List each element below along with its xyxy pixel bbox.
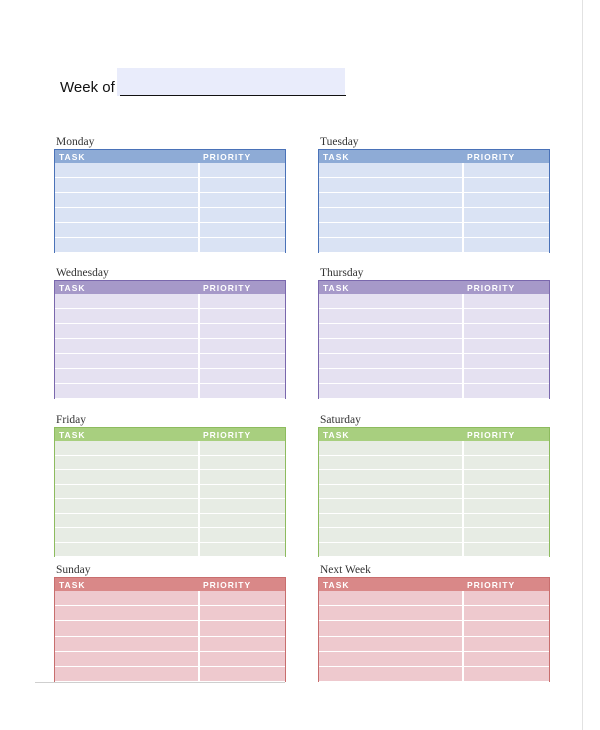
table-header xyxy=(55,149,285,163)
column-divider xyxy=(462,384,464,398)
column-divider xyxy=(462,238,464,252)
bottom-rule xyxy=(35,682,285,683)
column-divider xyxy=(198,528,200,542)
column-divider xyxy=(198,369,200,383)
table-row[interactable] xyxy=(55,514,285,529)
sunday-table xyxy=(54,577,286,682)
day-label-sunday: Sunday xyxy=(56,564,91,576)
table-row[interactable] xyxy=(55,208,285,223)
column-divider xyxy=(198,238,200,252)
column-divider xyxy=(198,163,200,177)
table-row[interactable] xyxy=(319,514,549,529)
column-header-task: TASK xyxy=(323,152,350,162)
table-header xyxy=(55,427,285,441)
table-header xyxy=(55,280,285,294)
column-divider xyxy=(198,456,200,470)
table-row[interactable] xyxy=(319,339,549,354)
column-divider xyxy=(462,621,464,635)
column-header-task: TASK xyxy=(59,580,86,590)
day-label-saturday: Saturday xyxy=(320,414,361,426)
table-row[interactable] xyxy=(319,456,549,471)
column-divider xyxy=(462,208,464,222)
table-row[interactable] xyxy=(319,178,549,193)
table-row[interactable] xyxy=(319,294,549,309)
table-row[interactable] xyxy=(55,441,285,456)
table-row[interactable] xyxy=(319,369,549,384)
column-header-task: TASK xyxy=(323,580,350,590)
column-header-priority: PRIORITY xyxy=(203,430,252,440)
column-divider xyxy=(462,499,464,513)
day-label-wednesday: Wednesday xyxy=(56,267,109,279)
table-row[interactable] xyxy=(55,637,285,652)
table-row[interactable] xyxy=(55,456,285,471)
table-row[interactable] xyxy=(319,606,549,621)
table-row[interactable] xyxy=(55,163,285,178)
wednesday-block xyxy=(54,267,286,405)
week-of-underline xyxy=(120,95,346,96)
friday-block xyxy=(54,414,286,552)
day-label-monday: Monday xyxy=(56,136,95,148)
column-divider xyxy=(198,178,200,192)
table-row[interactable] xyxy=(55,339,285,354)
table-rows[interactable] xyxy=(55,294,285,399)
table-row[interactable] xyxy=(319,591,549,606)
monday-table xyxy=(54,149,286,253)
table-row[interactable] xyxy=(55,485,285,500)
table-rows[interactable] xyxy=(55,441,285,557)
week-of-input-field[interactable] xyxy=(117,68,345,96)
column-divider xyxy=(198,384,200,398)
column-divider xyxy=(198,543,200,557)
column-header-priority: PRIORITY xyxy=(467,580,516,590)
column-divider xyxy=(462,163,464,177)
week-of-label: Week of xyxy=(60,79,115,96)
column-header-task: TASK xyxy=(59,152,86,162)
table-row[interactable] xyxy=(55,591,285,606)
table-row[interactable] xyxy=(319,667,549,682)
column-divider xyxy=(462,294,464,308)
table-row[interactable] xyxy=(55,354,285,369)
column-header-priority: PRIORITY xyxy=(203,283,252,293)
column-divider xyxy=(198,485,200,499)
column-divider xyxy=(462,591,464,605)
column-divider xyxy=(462,441,464,455)
table-row[interactable] xyxy=(55,606,285,621)
column-header-task: TASK xyxy=(323,283,350,293)
table-row[interactable] xyxy=(55,499,285,514)
column-header-priority: PRIORITY xyxy=(203,152,252,162)
table-row[interactable] xyxy=(55,238,285,253)
table-row[interactable] xyxy=(55,543,285,558)
saturday-table xyxy=(318,427,550,557)
column-divider xyxy=(462,223,464,237)
monday-block xyxy=(54,136,286,258)
next-week-block xyxy=(318,564,550,684)
day-label-next-week: Next Week xyxy=(320,564,371,576)
day-label-friday: Friday xyxy=(56,414,87,426)
column-divider xyxy=(198,652,200,666)
column-divider xyxy=(198,309,200,323)
column-divider xyxy=(462,637,464,651)
table-header xyxy=(319,149,549,163)
table-row[interactable] xyxy=(319,354,549,369)
table-row[interactable] xyxy=(55,470,285,485)
column-divider xyxy=(198,591,200,605)
tuesday-block xyxy=(318,136,550,258)
column-divider xyxy=(462,354,464,368)
table-rows[interactable] xyxy=(55,163,285,253)
column-divider xyxy=(462,369,464,383)
table-row[interactable] xyxy=(55,309,285,324)
column-divider xyxy=(198,621,200,635)
table-row[interactable] xyxy=(55,667,285,682)
column-divider xyxy=(462,456,464,470)
next-week-table xyxy=(318,577,550,682)
column-divider xyxy=(462,470,464,484)
table-row[interactable] xyxy=(55,384,285,399)
table-row[interactable] xyxy=(55,621,285,636)
table-row[interactable] xyxy=(319,384,549,399)
column-divider xyxy=(198,637,200,651)
table-header xyxy=(55,577,285,591)
column-divider xyxy=(462,485,464,499)
table-row[interactable] xyxy=(319,441,549,456)
table-row[interactable] xyxy=(319,637,549,652)
table-row[interactable] xyxy=(319,485,549,500)
table-row[interactable] xyxy=(319,223,549,238)
column-divider xyxy=(198,294,200,308)
table-row[interactable] xyxy=(319,238,549,253)
column-divider xyxy=(462,606,464,620)
column-divider xyxy=(198,354,200,368)
column-divider xyxy=(462,543,464,557)
table-row[interactable] xyxy=(319,528,549,543)
column-divider xyxy=(198,193,200,207)
table-row[interactable] xyxy=(55,223,285,238)
day-label-tuesday: Tuesday xyxy=(320,136,359,148)
day-label-thursday: Thursday xyxy=(320,267,364,279)
column-divider xyxy=(462,667,464,681)
column-divider xyxy=(462,309,464,323)
column-header-priority: PRIORITY xyxy=(467,283,516,293)
table-rows[interactable] xyxy=(319,163,549,253)
saturday-block xyxy=(318,414,550,552)
friday-table xyxy=(54,427,286,557)
column-header-task: TASK xyxy=(59,283,86,293)
column-divider xyxy=(198,223,200,237)
table-row[interactable] xyxy=(319,324,549,339)
column-header-task: TASK xyxy=(59,430,86,440)
table-rows[interactable] xyxy=(319,294,549,399)
table-rows[interactable] xyxy=(319,441,549,557)
table-row[interactable] xyxy=(319,470,549,485)
table-row[interactable] xyxy=(319,208,549,223)
column-header-priority: PRIORITY xyxy=(467,152,516,162)
column-divider xyxy=(462,652,464,666)
column-header-priority: PRIORITY xyxy=(203,580,252,590)
column-divider xyxy=(198,441,200,455)
table-header xyxy=(319,427,549,441)
column-divider xyxy=(198,606,200,620)
column-divider xyxy=(198,470,200,484)
table-row[interactable] xyxy=(319,309,549,324)
table-row[interactable] xyxy=(55,178,285,193)
table-row[interactable] xyxy=(55,369,285,384)
table-row[interactable] xyxy=(55,324,285,339)
sunday-block xyxy=(54,564,286,684)
tuesday-table xyxy=(318,149,550,253)
column-divider xyxy=(462,339,464,353)
table-row[interactable] xyxy=(55,193,285,208)
column-divider xyxy=(462,528,464,542)
table-rows[interactable] xyxy=(319,591,549,682)
column-divider xyxy=(462,178,464,192)
column-divider xyxy=(198,324,200,338)
table-row[interactable] xyxy=(319,621,549,636)
column-divider xyxy=(462,324,464,338)
table-row[interactable] xyxy=(55,294,285,309)
table-row[interactable] xyxy=(319,543,549,558)
thursday-table xyxy=(318,280,550,399)
column-divider xyxy=(198,499,200,513)
column-header-priority: PRIORITY xyxy=(467,430,516,440)
column-divider xyxy=(462,514,464,528)
table-row[interactable] xyxy=(55,528,285,543)
column-divider xyxy=(198,514,200,528)
table-header xyxy=(319,577,549,591)
column-divider xyxy=(198,339,200,353)
table-header xyxy=(319,280,549,294)
table-row[interactable] xyxy=(319,499,549,514)
table-row[interactable] xyxy=(319,163,549,178)
table-rows[interactable] xyxy=(55,591,285,682)
wednesday-table xyxy=(54,280,286,399)
column-divider xyxy=(462,193,464,207)
table-row[interactable] xyxy=(55,652,285,667)
column-divider xyxy=(198,208,200,222)
table-row[interactable] xyxy=(319,193,549,208)
column-divider xyxy=(198,667,200,681)
thursday-block xyxy=(318,267,550,405)
table-row[interactable] xyxy=(319,652,549,667)
column-header-task: TASK xyxy=(323,430,350,440)
